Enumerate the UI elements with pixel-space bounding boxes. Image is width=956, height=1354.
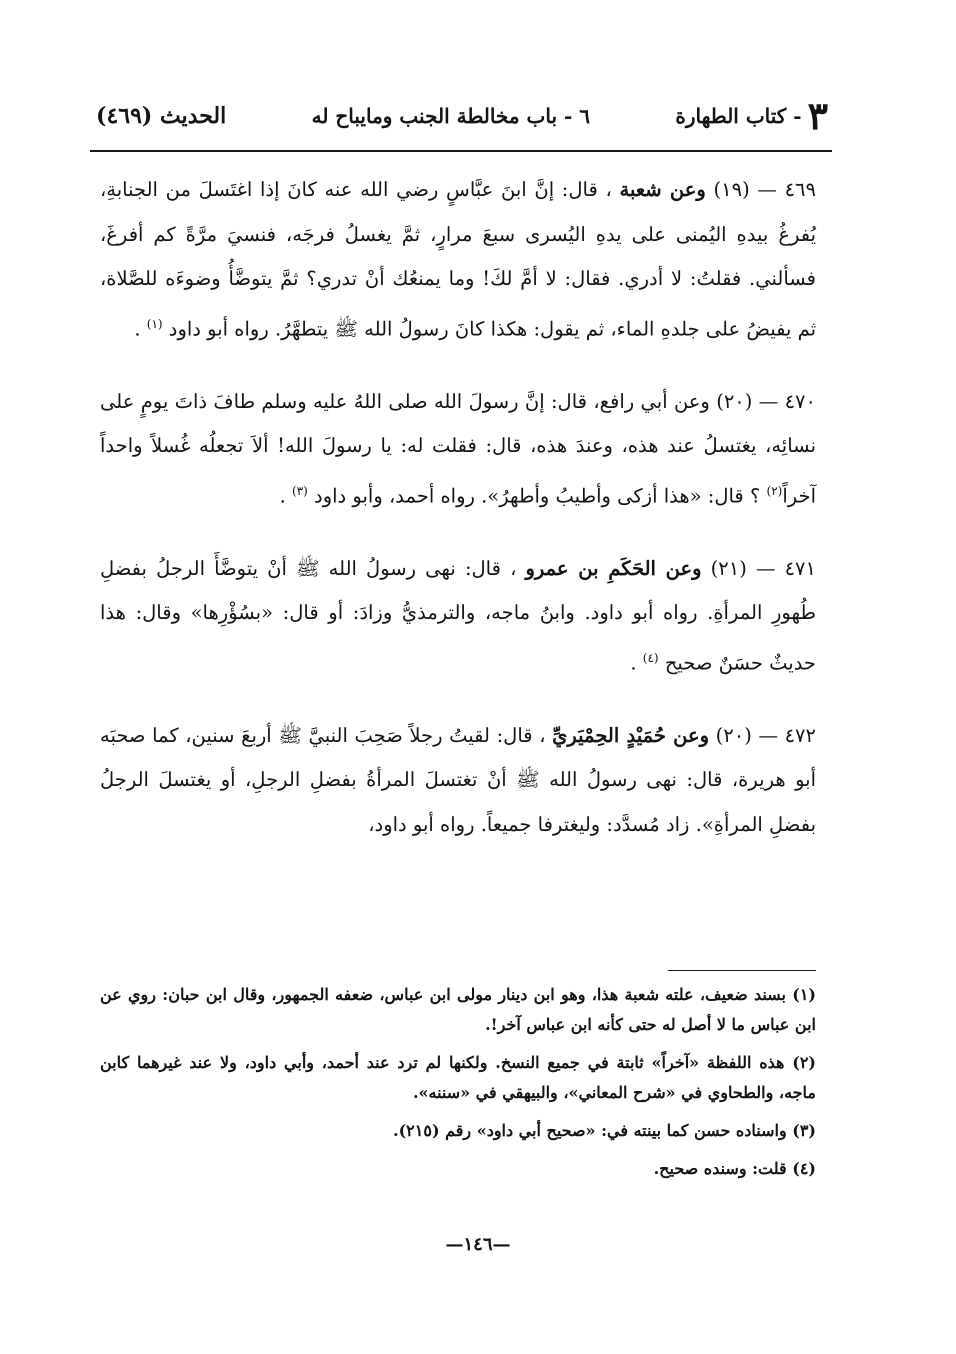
hadith-text: ، قال: إنَّ ابنَ عبَّاسٍ رضي الله عنه كانَ إذا اغتَسلَ من الجنابةِ، يُفرغُ بيدهِ اليُمنى على يدهِ اليُسرى سبعَ مرارٍ، ثمَّ يغسلُ فرجَه، فنسيَ مرَّةً كم أفرغَ، فسألني. فقلتُ: لا أدري. فقال: لا أمَّ لكَ! وما يمنعُك أنْ تدري؟ ثمَّ يتوضَّأُ وضوءَه للصَّلاة، ثم يفيضُ على جلدهِ الماء، ثم يقول: هكذا كانَ رسولُ الله ﷺ يتطهَّرُ. رواه أبو داود <box>100 178 816 340</box>
header-rule <box>90 150 832 152</box>
footnote-rule <box>668 970 816 971</box>
book-number: ٣ <box>807 93 828 138</box>
hadith-469: ٤٦٩ — (١٩) وعن شعبة ، قال: إنَّ ابنَ عبَّاسٍ رضي الله عنه كانَ إذا اغتَسلَ من الجنابةِ، يُفرغُ بيدهِ اليُمنى على يدهِ اليُسرى سبعَ مرارٍ، ثمَّ يغسلُ فرجَه، فنسيَ مرَّةً كم أفرغَ، فسألني. فقلتُ: لا أدري. فقال: لا أمَّ لكَ! وما يمنعُك أنْ تدري؟ ثمَّ يتوضَّأُ وضوءَه للصَّلاة، ثم يفيضُ على جلدهِ الماء، ثم يقول: هكذا كانَ رسولُ الله ﷺ يتطهَّرُ. رواه أبو داود $^{(١)}$ . <box>100 178 816 340</box>
chapter-title: ٦ - باب مخالطة الجنب ومايباح له <box>311 104 590 128</box>
hadith-text: ، قال: لقيتُ رجلاً صَحِبَ النبيَّ ﷺ أربعَ سنين، كما صحبَه أبو هريرة، قال: نهى رسولُ الله ﷺ أنْ تغتسلَ المرأةُ بفضلِ الرجلِ، أو يغتسلَ الرجلُ بفضلِ المرأةِ». زاد مُسدَّد: وليغترفا جميعاً. رواه أبو داود، <box>100 723 816 836</box>
footnote-marker: (٣) <box>292 483 308 498</box>
hadith-472 <box>100 714 816 848</box>
hadith-text-continued: ؟ قال: «هذا أزكى وأطيبُ وأطهرُ». رواه أحمد، وأبو داود <box>314 484 761 507</box>
footnote-marker: (١) <box>146 316 163 331</box>
hadith-number: ٤٧٠ — (٢٠) <box>716 389 816 413</box>
hadith-number: ٤٦٩ — (١٩) <box>713 178 816 201</box>
hadith-470: ٤٧٠ — (٢٠) وعن أبي رافع، قال: إنَّ رسولَ الله صلى اللهُ عليه وسلم طافَ ذاتَ يومٍ على نسائِه، يغتسلُ عند هذه، وعندَ هذه، قال: فقلت له: يا رسولَ الله! ألاَ تجعلُه غُسلاً واحداً آخراً$^{(٢)}$ ؟ قال: «هذا أزكى وأطيبُ وأطهرُ». رواه أحمد، وأبو داود $^{(٣)}$ . <box>100 389 816 507</box>
book-title <box>675 93 828 138</box>
hadith-narrator: وعن شعبة <box>619 178 706 201</box>
hadith-471: ٤٧١ — (٢١) وعن الحَكَمِ بن عمرو ، قال: نهى رسولُ الله ﷺ أنْ يتوضَّأَ الرجلُ بفضلِ طُهورِ المرأةِ. رواه أبو داود. وابنُ ماجه، والترمذيُّ وزادَ: أو قال: «بسُؤْرِها» وقال: هذا حديثٌ حسَنٌ صحيح $^{(٤)}$ . <box>100 556 816 674</box>
main-text <box>100 168 816 875</box>
page-number: —١٤٦— <box>445 1234 511 1255</box>
footnote-marker: (٤) <box>642 650 659 665</box>
hadith-text: ، قال: نهى رسولُ الله ﷺ أنْ يتوضَّأَ الرجلُ بفضلِ طُهورِ المرأةِ. رواه أبو داود. وابنُ ماجه، والترمذيُّ وزادَ: أو قال: «بسُؤْرِها» وقال: هذا حديثٌ حسَنٌ صحيح <box>100 556 816 674</box>
footnote-4: (٤) قلت: وسنده صحيح. <box>653 1159 816 1178</box>
book-title-text: - كتاب الطهارة <box>675 104 802 128</box>
hadith-narrator: وعن حُمَيْدٍ الحِمْيَريِّ <box>552 723 710 747</box>
footnotes <box>100 980 816 1192</box>
footnote-3: (٣) واسناده حسن كما بينته في: «صحيح أبي داود» رقم (٢١٥). <box>393 1121 816 1140</box>
hadith-number: ٤٧٢ — (٢٠) <box>715 723 816 747</box>
page-header <box>96 92 828 140</box>
footnote-2: (٢) هذه اللفظة «آخراً» ثابتة في جميع النسخ. ولكنها لم ترد عند أحمد، وأبي داود، ولا عند غيرهما كابن ماجه، والطحاوي في «شرح المعاني»، والبيهقي في «سننه». <box>100 1053 816 1102</box>
hadith-reference: الحديث (٤٦٩) <box>96 103 227 129</box>
hadith-number: ٤٧١ — (٢١) <box>710 556 816 580</box>
hadith-narrator: وعن الحَكَمِ بن عمرو <box>525 556 702 580</box>
hadith-text: وعن أبي رافع، قال: إنَّ رسولَ الله صلى اللهُ عليه وسلم طافَ ذاتَ يومٍ على نسائِه، يغتسلُ عند هذه، وعندَ هذه، قال: فقلت له: يا رسولَ الله! ألاَ تجعلُه غُسلاً واحداً آخراً <box>100 389 816 507</box>
footnote-1: (١) بسند ضعيف، علته شعبة هذا، وهو ابن دينار مولى ابن عباس، ضعفه الجمهور، وقال ابن حبان: روي عن ابن عباس ما لا أصل له حتى كأنه ابن عباس آخر!. <box>100 985 816 1034</box>
footnote-marker: (٢) <box>766 483 783 498</box>
